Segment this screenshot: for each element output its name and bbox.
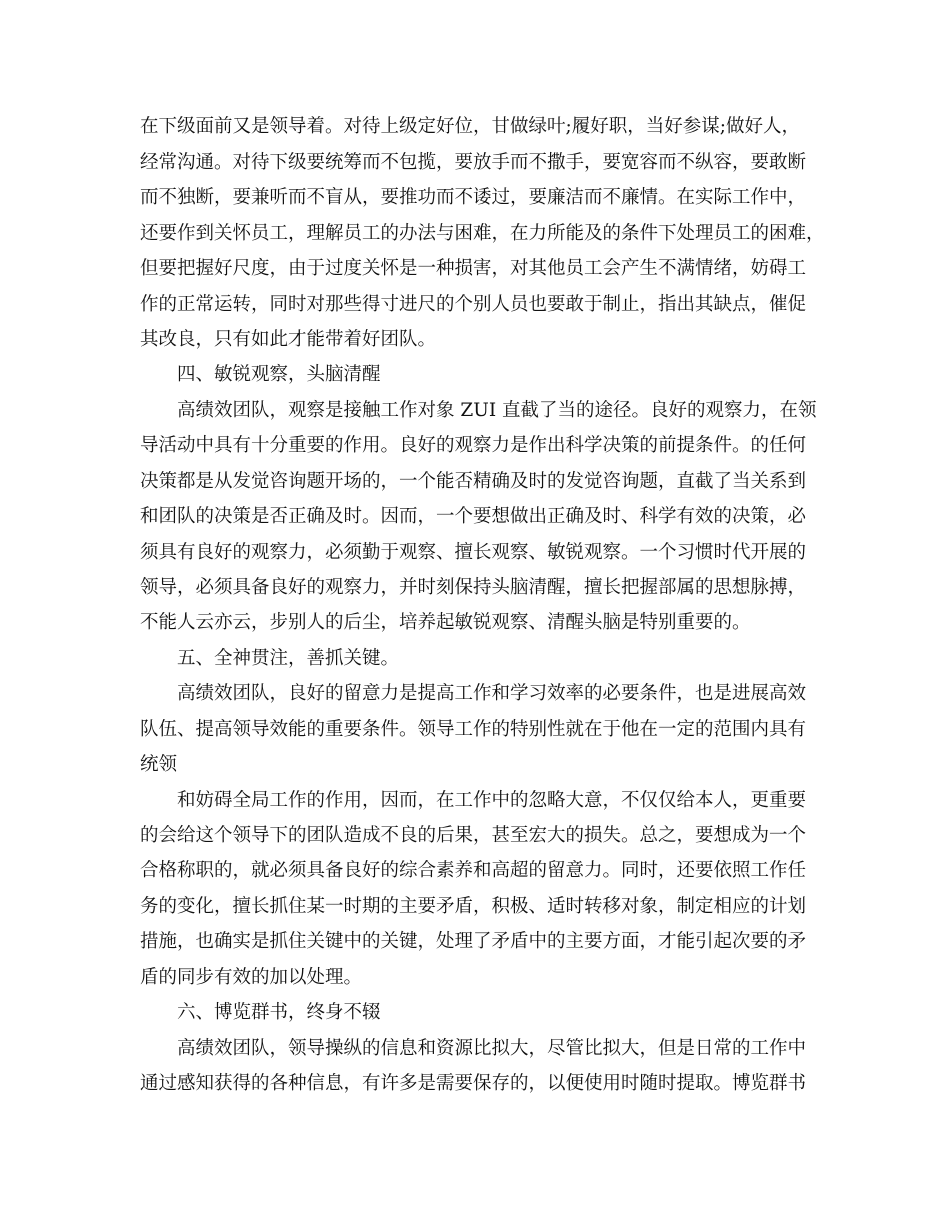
text-line: 决策都是从发觉咨询题开场的，一个能否精确及时的发觉咨询题，直截了当关系到 [140, 471, 807, 492]
text-line: 盾的同步有效的加以处理。 [140, 967, 363, 988]
text-line: 须具有良好的观察力，必须勤于观察、擅长观察、敏锐观察。一个习惯时代开展的 [140, 542, 807, 563]
text-line: 合格称职的，就必须具备良好的综合素养和高超的留意力。同时，还要依照工作任 [140, 860, 807, 881]
text-line: 导活动中具有十分重要的作用。良好的观察力是作出科学决策的前提条件。的任何 [140, 435, 807, 456]
text-line: 队伍、提高领导效能的重要条件。领导工作的特别性就在于他在一定的范围内具有 [140, 719, 807, 740]
text-line: 而不独断，要兼听而不盲从，要推功而不诿过，要廉洁而不廉情。在实际工作中， [140, 187, 807, 208]
text-line: 统领 [140, 754, 178, 775]
text-line: 领导，必须具备良好的观察力，并时刻保持头脑清醒，擅长把握部属的思想脉搏， [140, 577, 807, 598]
text-line: 但要把握好尺度，由于过度关怀是一种损害，对其他员工会产生不满情绪，妨碍工 [140, 258, 807, 279]
text-line: 和妨碍全局工作的作用，因而，在工作中的忽略大意，不仅仅给本人，更重要 [177, 790, 807, 811]
text-line: 经常沟通。对待下级要统筹而不包揽，要放手而不撒手，要宽容而不纵容，要敢断 [140, 152, 807, 173]
text-line: 还要作到关怀员工，理解员工的办法与困难，在力所能及的条件下处理员工的困难， [140, 223, 825, 244]
section-heading-4: 四、敏锐观察，头脑清醒 [177, 364, 381, 385]
text-line: 的会给这个领导下的团队造成不良的后果，甚至宏大的损失。总之，要想成为一个 [140, 825, 807, 846]
text-line: 不能人云亦云，步别人的后尘，培养起敏锐观察、清醒头脑是特别重要的。 [140, 612, 751, 633]
text-line: 高绩效团队，观察是接触工作对象 ZUI 直截了当的途径。良好的观察力，在领 [177, 400, 817, 421]
text-line: 高绩效团队，领导操纵的信息和资源比拟大，尽管比拟大，但是日常的工作中 [177, 1038, 807, 1059]
text-line: 措施，也确实是抓住关键中的关键，处理了矛盾中的主要方面，才能引起次要的矛 [140, 931, 807, 952]
text-line: 和团队的决策是否正确及时。因而，一个要想做出正确及时、科学有效的决策，必 [140, 506, 807, 527]
text-line: 高绩效团队，良好的留意力是提高工作和学习效率的必要条件，也是进展高效 [177, 683, 807, 704]
text-line: 其改良，只有如此才能带着好团队。 [140, 329, 437, 350]
text-line: 务的变化，擅长抓住某一时期的主要矛盾，积极、适时转移对象，制定相应的计划 [140, 896, 807, 917]
section-heading-6: 六、博览群书，终身不辍 [177, 1002, 381, 1023]
text-line: 在下级面前又是领导着。对待上级定好位，甘做绿叶;履好职，当好参谋;做好人， [140, 116, 800, 137]
text-line: 作的正常运转，同时对那些得寸进尺的个别人员也要敢于制止，指出其缺点，催促 [140, 294, 807, 315]
text-line: 通过感知获得的各种信息，有许多是需要保存的，以便使用时随时提取。博览群书 [140, 1073, 807, 1094]
section-heading-5: 五、全神贯注，善抓关键。 [177, 648, 400, 669]
